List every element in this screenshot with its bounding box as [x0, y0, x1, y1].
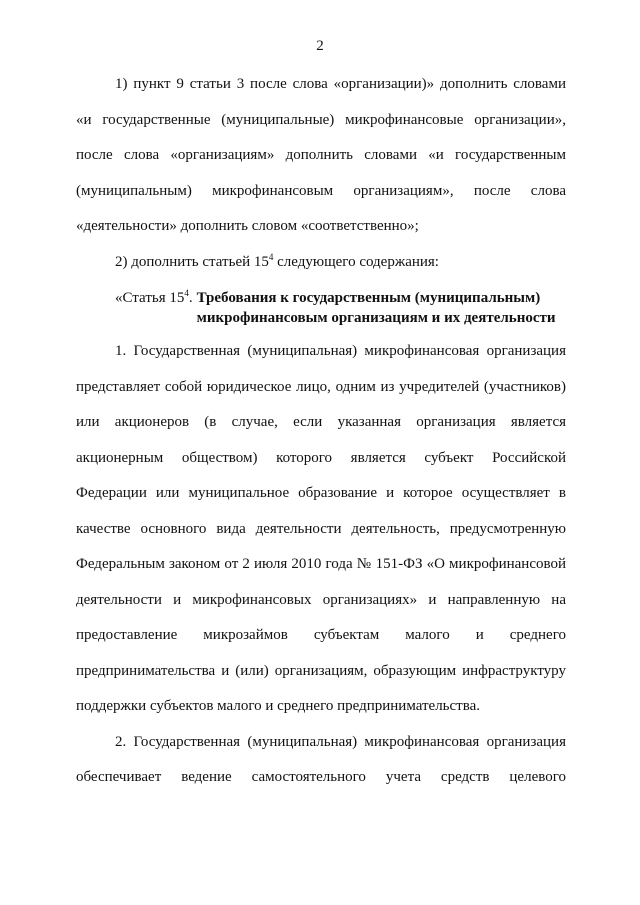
article-title — [193, 288, 556, 328]
amendment-item-2-superscript: 4 — [268, 251, 274, 262]
article-title-line-1: Требования к государственным (муниципальным) — [196, 290, 541, 306]
amendment-item-2-tail: следующего содержания: — [273, 253, 439, 270]
article-title-line-2: микрофинансовым организациям и их деятельности — [196, 310, 556, 326]
amendment-item-2-text: 2) дополнить статьей 15 — [115, 253, 269, 270]
article-heading — [76, 288, 566, 328]
article-paragraph-2: 2. Государственная (муниципальная) микрофинансовая организация обеспечивает ведение самостоятельного учета средств целевого — [76, 733, 566, 785]
page-number: 2 — [316, 38, 324, 54]
article-prefix-dot: . — [188, 290, 193, 306]
article-superscript: 4 — [184, 288, 189, 298]
amendment-item-1: 1) пункт 9 статьи 3 после слова «организации)» дополнить словами «и государственные (муниципальные) микрофинансовые организации», после слова «организациям» дополнить словами «и государственным (муниципальным) микрофинансовым организациям», после слова «деятельности» дополнить словом «соответственно»; — [76, 76, 566, 234]
amendment-item-2 — [76, 245, 566, 281]
article-prefix: «Статья 15 — [115, 290, 185, 306]
document-body — [76, 67, 566, 796]
article-number — [76, 288, 193, 328]
article-paragraph-1: 1. Государственная (муниципальная) микрофинансовая организация представляет собой юридическое лицо, одним из учредителей (участников) или акционеров (в случае, если указанная организация является акционерным обществом) которого является субъект Российской Федерации или муниципальное образование и которое осуществляет в качестве основного вида деятельности деятельность, предусмотренную Федеральным законом от 2 июля 2010 года № 151-ФЗ «О микрофинансовой деятельности и микрофинансовых организациях» и направленную на предоставление микрозаймов субъектам малого и среднего предпринимательства и (или) организациям, образующим инфраструктуру поддержки субъектов малого и среднего предпринимательства. — [76, 343, 566, 714]
